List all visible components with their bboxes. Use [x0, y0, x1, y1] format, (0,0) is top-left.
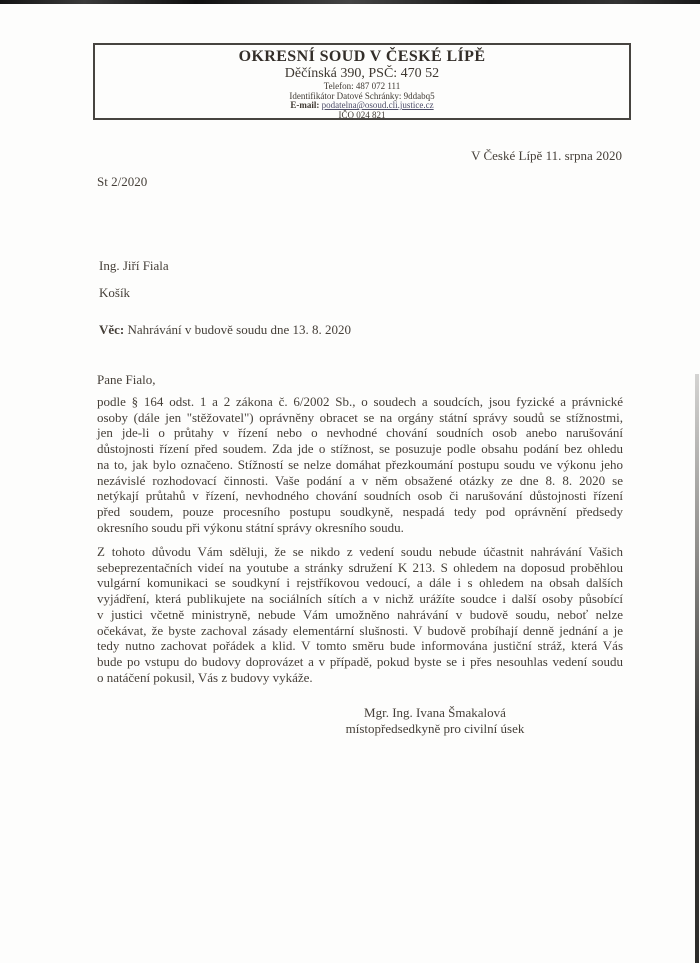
court-address: Děčínská 390, PSČ: 470 52 — [284, 66, 440, 81]
court-name: OKRESNÍ SOUD V ČESKÉ LÍPĚ — [238, 48, 486, 65]
subject-label: Věc: — [99, 322, 125, 337]
recipient-city: Košík — [99, 285, 131, 300]
scan-artifact-top-edge — [0, 0, 700, 4]
signature-name: Mgr. Ing. Ivana Šmakalová — [364, 705, 506, 720]
subject-text: Nahrávání v budově soudu dne 13. 8. 2020 — [124, 322, 352, 337]
email-address: podatelna@osoud.cli.justice.cz — [321, 100, 434, 111]
date-place-line: V České Lípě 11. srpna 2020 — [471, 148, 622, 163]
subject-line — [99, 322, 351, 338]
recipient-name: Ing. Jiří Fiala — [99, 258, 169, 273]
recipient-block — [99, 259, 169, 300]
reference-number: St 2/2020 — [97, 174, 148, 189]
email-label: E-mail: — [290, 100, 320, 111]
letterhead-box — [93, 43, 631, 120]
body-paragraph-1: podle § 164 odst. 1 a 2 zákona č. 6/2002 Sb., o soudech a soudcích, jsou fyzické a právnické osoby (dále jen "stěžovatel") oprávněny obracet se na orgány státní správy soudů se stížnostmi, jen jde-li o průtahy v řízení nebo o nevhodné chování soudních osob anebo narušování důstojnosti řízení před soudem. Zda jde o stížnost, se posuzuje podle obsahu podání bez ohledu na to, jak bylo označeno. Stížností se nelze domáhat přezkoumání postupu soudu ve výkonu jeho nezávislé rozhodovací činnosti. Vaše podání a v něm obsažené otázky ze dne 8. 8. 2020 se netýkají průtahů v řízení, nevhodného chování soudních osob či narušování důstojnosti řízení před soudem, pouze procesního postupu soudkyně, nespadá tedy pod oprávnění předsedy okresního soudu při výkonu státní správy okresního soudu. — [97, 394, 623, 535]
court-phone: Telefon: 487 072 111 — [323, 81, 401, 91]
scan-artifact-right-edge — [695, 374, 699, 963]
court-ico: IČO 024 821 — [338, 109, 386, 120]
signature-block — [300, 705, 570, 737]
court-databox-id: Identifikátor Datové Schránky: 9ddabq5 — [289, 90, 435, 101]
signature-title: místopředsedkyně pro civilní úsek — [345, 721, 525, 736]
salutation: Pane Fialo, — [97, 372, 156, 387]
body-paragraph-2: Z tohoto důvodu Vám sděluji, že se nikdo z vedení soudu nebude účastnit nahrávání Vašich sebeprezentačních videí na youtube a stránky sdružení K 213. S ohledem na doposud proběhlou vulgární komunikaci se soudkyní i rejstříkovou vedoucí, a dále i s ohledem na obsah dalších vyjádření, která publikujete na sociálních sítích a v nichž urážíte soudce i další osoby působící v justici včetně ministryně, nebude Vám umožněno nahrávání v budově soudu, neboť nelze očekávat, že byste zachoval zásady elementární slušnosti. V budově probíhají denně jednání a je tedy nutno zachovat pořádek a klid. V tomto směru bude informována justiční stráž, která Vás bude po vstupu do budovy doprovázet a v případě, pokud byste se i přes nesouhlas vedení soudu o natáčení pokusil, Vás z budovy vykáže. — [97, 544, 623, 685]
